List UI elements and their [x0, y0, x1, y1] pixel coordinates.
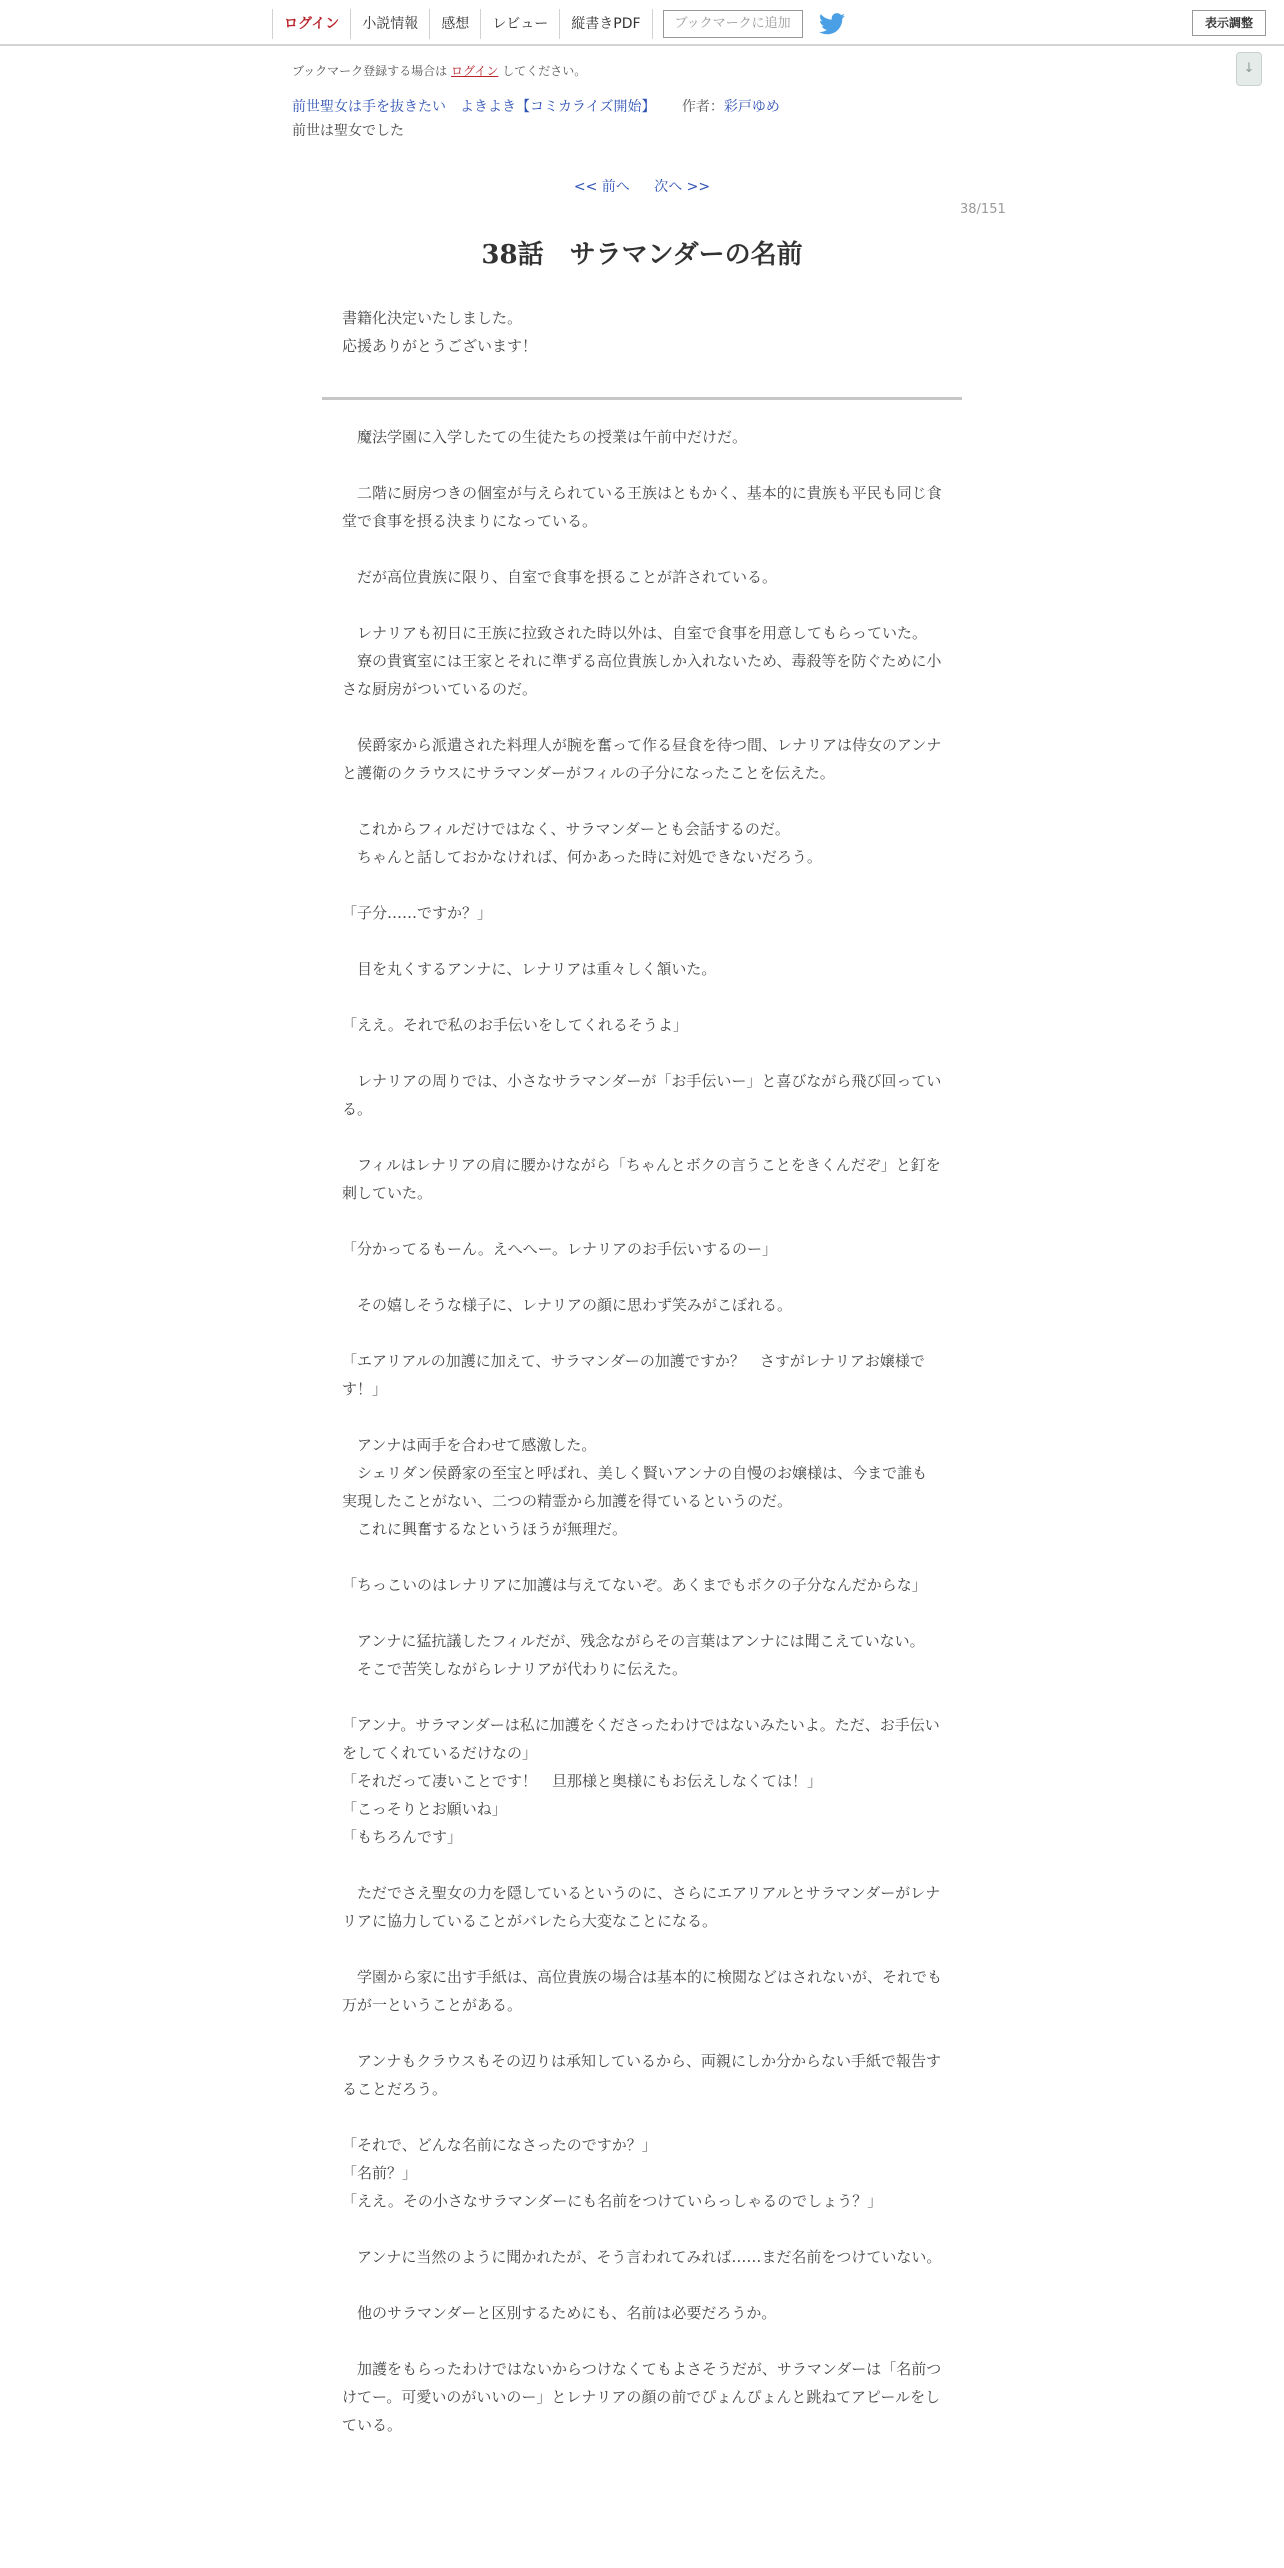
- body-paragraph: これに興奮するなというほうが無理だ。: [342, 1520, 628, 1538]
- body-paragraph: [342, 1123, 942, 1151]
- main-nav: [272, 9, 845, 39]
- body-paragraph: [342, 2271, 942, 2299]
- body-paragraph: [342, 1599, 942, 1627]
- body-paragraph: 「ええ。それで私のお手伝いをしてくれるそうよ」: [342, 1016, 688, 1034]
- body-paragraph: 「ちっこいのはレナリアに加護は与えてないぞ。あくまでもボクの子分なんだからな」: [342, 1576, 927, 1594]
- body-paragraph: 加護をもらったわけではないからつけなくてもよさそうだが、サラマンダーは「名前つけてー。可愛いのがいいのー」とレナリアの顔の前でぴょんぴょんと跳ねてアピールをしている。: [342, 2360, 942, 2434]
- body-paragraph: 「それで、どんな名前になさったのですか？」: [342, 2136, 657, 2154]
- body-paragraph: 二階に厨房つきの個室が与えられている王族はともかく、基本的に貴族も平民も同じ食堂で食事を摂る決まりになっている。: [342, 484, 942, 530]
- body-paragraph: [342, 1403, 942, 1431]
- body-paragraph: アンナに当然のように聞かれたが、そう言われてみれば……まだ名前をつけていない。: [342, 2248, 942, 2266]
- body-paragraph: [342, 787, 942, 815]
- login-note: [292, 60, 992, 82]
- body-paragraph: 「アンナ。サラマンダーは私に加護をくださったわけではないみたいよ。ただ、お手伝いをしてくれているだけなの」: [342, 1716, 940, 1762]
- body-paragraph: 目を丸くするアンナに、レナリアは重々しく頷いた。: [342, 960, 717, 978]
- body-paragraph: 「それだって凄いことです！ 旦那様と奥様にもお伝えしなくては！」: [342, 1772, 823, 1790]
- nav-impressions[interactable]: 感想: [429, 9, 480, 39]
- body-paragraph: [342, 451, 942, 479]
- body-paragraph: [342, 2215, 942, 2243]
- chapter-group-title: 前世は聖女でした: [292, 123, 404, 139]
- body-paragraph: [342, 1319, 942, 1347]
- body-paragraph: [342, 591, 942, 619]
- add-bookmark-button[interactable]: ブックマークに追加: [663, 10, 803, 38]
- body-paragraph: 寮の貴賓室には王家とそれに準ずる高位貴族しか入れないため、毒殺等を防ぐために小さな厨房がついているのだ。: [342, 652, 942, 698]
- body-paragraph: [342, 1683, 942, 1711]
- body-paragraph: 魔法学園に入学したての生徒たちの授業は午前中だけだ。: [342, 428, 748, 446]
- display-settings-button[interactable]: 表示調整: [1192, 10, 1266, 36]
- body-paragraph: [342, 871, 942, 899]
- body-paragraph: 「名前？」: [342, 2164, 418, 2182]
- body-paragraph: アンナもクラウスもその辺りは承知しているから、両親にしか分からない手紙で報告することだろう。: [342, 2052, 941, 2098]
- author-link[interactable]: 彩戸ゆめ: [723, 99, 780, 115]
- body-paragraph: アンナに猛抗議したフィルだが、残念ながらその言葉はアンナには聞こえていない。: [342, 1632, 925, 1650]
- body-paragraph: レナリアの周りでは、小さなサラマンダーが「お手伝いー」と喜びながら飛び回っている。: [342, 1072, 942, 1118]
- body-paragraph: 「エアリアルの加護に加えて、サラマンダーの加護ですか？ さすがレナリアお嬢様です！」: [342, 1352, 925, 1398]
- nav-review[interactable]: レビュー: [480, 9, 559, 39]
- body-paragraph: [342, 2019, 942, 2047]
- body-paragraph: [342, 2103, 942, 2131]
- scroll-down-tab[interactable]: ↓: [1236, 52, 1262, 86]
- body-paragraph: 侯爵家から派遣された料理人が腕を奮って作る昼食を待つ間、レナリアは侍女のアンナと護衛のクラウスにサラマンダーがフィルの子分になったことを伝えた。: [342, 736, 942, 782]
- body-paragraph: [342, 2327, 942, 2355]
- nav-login[interactable]: ログイン: [272, 9, 350, 39]
- body-paragraph: ちゃんと話しておかなければ、何かあった時に対処できないだろう。: [342, 848, 822, 866]
- episode-pager: [0, 176, 1284, 196]
- body-paragraph: そこで苦笑しながらレナリアが代わりに伝えた。: [342, 1660, 688, 1678]
- series-title-link[interactable]: 前世聖女は手を抜きたい よきよき【コミカライズ開始】: [292, 99, 656, 115]
- body-paragraph: [342, 1543, 942, 1571]
- body-paragraph: ただでさえ聖女の力を隠しているというのに、さらにエアリアルとサラマンダーがレナリアに協力していることがバレたら大変なことになる。: [342, 1884, 941, 1930]
- novel-meta: [292, 60, 992, 142]
- body-paragraph: これからフィルだけではなく、サラマンダーとも会話するのだ。: [342, 820, 790, 838]
- body-paragraph: アンナは両手を合わせて感激した。: [342, 1436, 597, 1454]
- body-paragraph: 学園から家に出す手紙は、高位貴族の場合は基本的に検閲などはされないが、それでも万が一ということがある。: [342, 1968, 943, 2014]
- body-paragraph: [342, 927, 942, 955]
- login-note-before: ブックマーク登録する場合は: [292, 64, 451, 78]
- body-paragraph: 「子分……ですか？」: [342, 904, 493, 922]
- body-paragraph: [342, 535, 942, 563]
- nav-vertical-pdf[interactable]: 縦書きPDF: [559, 9, 652, 39]
- body-paragraph: フィルはレナリアの肩に腰かけながら「ちゃんとボクの言うことをきくんだぞ」と釘を刺していた。: [342, 1156, 941, 1202]
- body-paragraph: [342, 1207, 942, 1235]
- body-paragraph: [342, 983, 942, 1011]
- episode-title: 38話 サラマンダーの名前: [481, 240, 803, 270]
- prev-episode-link[interactable]: << 前へ: [573, 179, 630, 195]
- body-paragraph: [342, 703, 942, 731]
- preface-line: 書籍化決定いたしました。: [342, 309, 523, 327]
- body-paragraph: 他のサラマンダーと区別するためにも、名前は必要だろうか。: [342, 2304, 777, 2322]
- nav-novel-info[interactable]: 小説情報: [350, 9, 429, 39]
- body-paragraph: [342, 1263, 942, 1291]
- body-paragraph: [342, 1039, 942, 1067]
- login-note-after: してください。: [498, 64, 587, 78]
- body-paragraph: 「こっそりとお願いね」: [342, 1800, 507, 1818]
- next-episode-link[interactable]: 次へ >>: [654, 179, 711, 195]
- series-line: [292, 96, 992, 118]
- body-paragraph: だが高位貴族に限り、自室で食事を摂ることが許されている。: [342, 568, 778, 586]
- body-paragraph: その嬉しそうな様子に、レナリアの顔に思わず笑みがこぼれる。: [342, 1296, 793, 1314]
- body-paragraph: シェリダン侯爵家の至宝と呼ばれ、美しく賢いアンナの自慢のお嬢様は、今まで誰も実現したことがない、二つの精霊から加護を得ているというのだ。: [342, 1464, 928, 1510]
- body-paragraph: 「もちろんです」: [342, 1828, 463, 1846]
- author-label: 作者：: [681, 99, 724, 115]
- body-paragraph: [342, 1851, 942, 1879]
- body-paragraph: レナリアも初日に王族に拉致された時以外は、自室で食事を用意してもらっていた。: [342, 624, 928, 642]
- top-navigation-bar: [0, 0, 1284, 46]
- episode-count: 38/151: [960, 202, 1006, 217]
- body-paragraph: [342, 1935, 942, 1963]
- preface-divider: [322, 397, 962, 400]
- twitter-icon[interactable]: [819, 13, 845, 35]
- preface-line: 応援ありがとうございます！: [342, 337, 538, 355]
- body-paragraph: 「分かってるもーん。えへへー。レナリアのお手伝いするのー」: [342, 1240, 778, 1258]
- novel-body: [342, 423, 942, 2439]
- twitter-bird-svg: [819, 13, 845, 35]
- body-paragraph: 「ええ。その小さなサラマンダーにも名前をつけていらっしゃるのでしょう？」: [342, 2192, 883, 2210]
- login-note-link[interactable]: ログイン: [450, 64, 499, 78]
- preface: [342, 304, 942, 360]
